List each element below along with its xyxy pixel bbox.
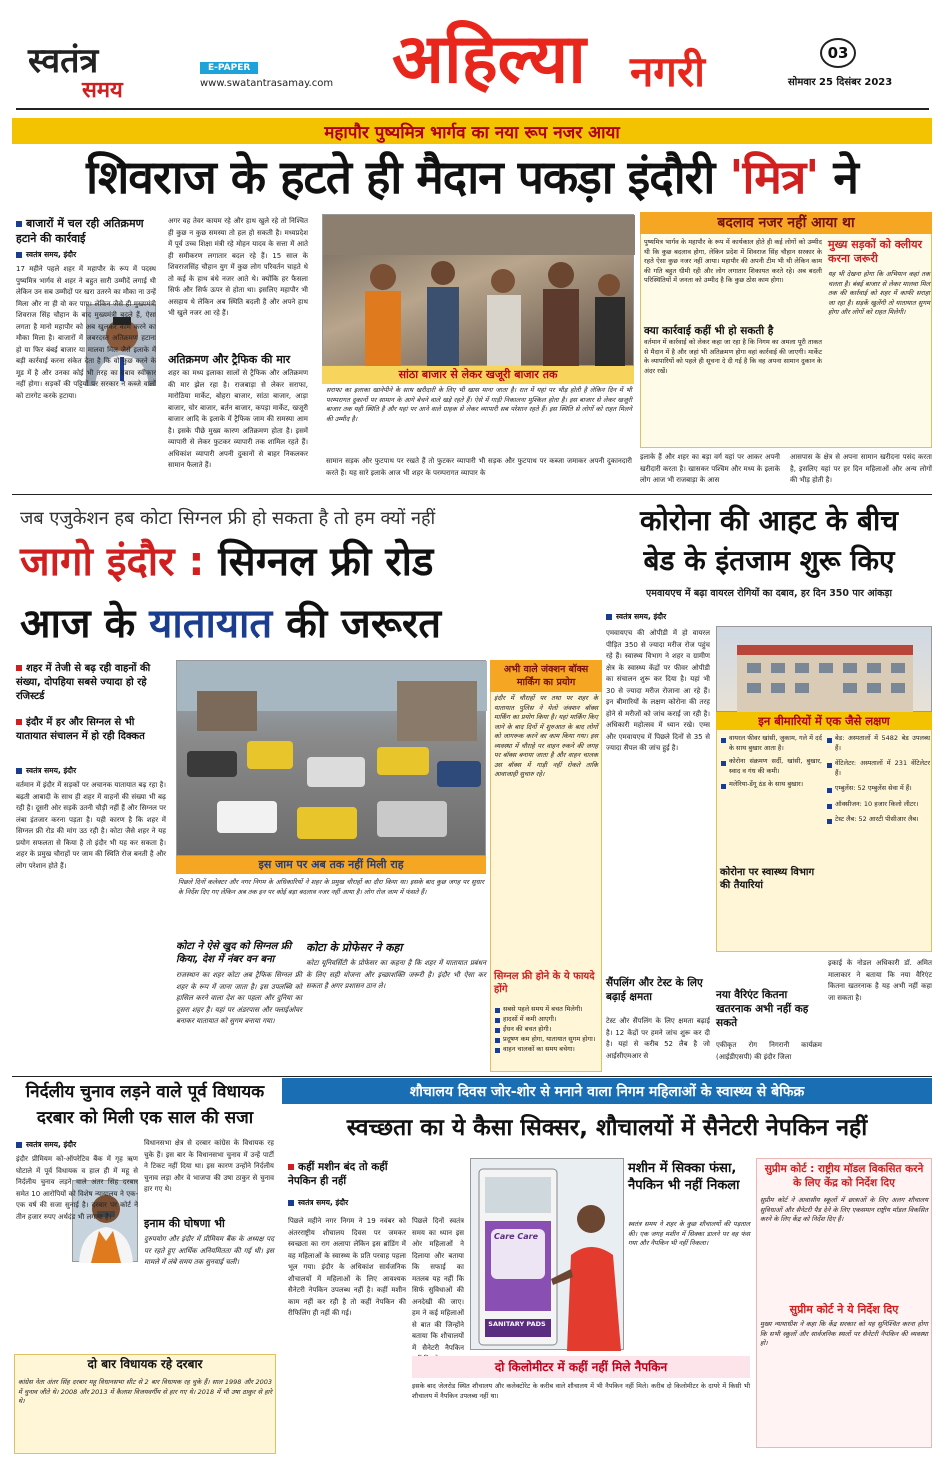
lead-subhead-1: बाजारों में चल रही अतिक्रमण हटाने की कार्रवाई [16,217,144,245]
signal-subhead-1: शहर में तेजी से बढ़ रही वाहनों की संख्या, दोपहिया सबसे ज्यादा हो रहे रजिस्टर्ड [16,663,151,702]
corona-subhead-2: सैंपलिंग और टेस्ट के लिए बढ़ाई क्षमता [606,977,703,1003]
lead-tail-left: इलाके हैं और शहर का बड़ा वर्ग यहां पर आकर अपनी खरीदारी करता है। खासकर पश्चिम और मध्य के इलाके लोग आज भी राजबाड़ा के आस [640,453,780,484]
junction-box-text: इंदौर में चौराहों पर तथा पर शहर के यातायात पुलिस ने येलो जंक्शन बॉक्स मार्किंग का प्रयोग किया है। यहां मार्किंग किए जाने के बाद दिनों में शुरुआत के बाद लोगों को जागरूक करने का काम किया गया। इस व्यवस्था में चौराहे पर वाहन रुकने की जगह पर बॉक्स बनाया जाता है और वाहन चालक उस बॉक्स में गाड़ी नहीं रोकते ताकि आवाजाही सुचारु रहे। [494,694,598,778]
signal-subhead-4: कोटा के प्रोफेसर ने कहा [306,941,403,954]
lead-headline-part-a: शिवराज के हटते ही मैदान पकड़ा इंदौरी [86,150,730,204]
junction-box-head: अभी वाले जंक्शन बॉक्स मार्किंग का प्रयोग [490,660,602,692]
preparedness-item: बेड: अस्पतालों में 5482 बेड उपलब्ध हैं। [826,734,930,753]
toilet-byline: स्वतंत्र समय, इंदौर [288,1198,348,1208]
signal-headline-part-a: जागो इंदौर : [20,539,219,585]
hospital-photo [716,626,932,712]
lead-subhead-2: अतिक्रमण और ट्रैफिक की मार [168,353,291,366]
corona-col2-text: टेस्ट और सैंपलिंग के लिए क्षमता बढ़ाई है। 12 केंद्रों पर हमने जांच शुरू कर दी है। यहां से करीब 52 लैब है जो आईसीएमआर से [606,1017,710,1060]
corona-headline-2: बेड के इंतजाम शुरू किए [643,544,895,577]
symptom-item: मलेरिया-डेंगू ठंड के साथ बुखार। [720,780,822,790]
crowd-scene-icon [323,215,635,367]
section-rule-1 [12,494,932,495]
lead-byline: स्वतंत्र समय, इंदौर [16,250,76,260]
bullet-icon [288,1164,294,1170]
bullet-icon [16,1142,22,1148]
signal-photo-text: पिछले दिनों कलेक्टर और नगर निगम के अधिकारियों ने शहर के प्रमुख चौराहों का दौरा किया था। इसके बाद कुछ जगह पर सुधार के निर्देश दिए गए लेकिन अब तक इन पर कोई बड़ा बदलाव नजर नहीं आया है। लोग रोज जाम में फंसते हैं। [178,878,484,896]
napkin-label: SANITARY PADS [488,1320,546,1328]
corona-headline-1: कोरोना की आहट के बीच [639,504,899,537]
election-headline-1: निर्दलीय चुनाव लड़ने वाले पूर्व विधायक [25,1082,265,1102]
toilet-subhead-2: मशीन में सिक्का फंसा, नैपकिन भी नहीं निकला [628,1161,740,1193]
benefit-item: वाहन चालकों का समय बचेगा। [494,1044,598,1054]
traffic-scene-icon [177,661,487,857]
toilet-photo-caption: दो किलोमीटर में कहीं नहीं मिले नैपकिन [412,1356,750,1378]
signal-kicker: जब एजुकेशन हब कोटा सिग्नल फ्री हो सकता है तो हम क्यों नहीं [20,508,436,529]
page-number: 03 [820,38,856,68]
junction-box-subhead: सिग्नल फ्री होने के ये फायदे होंगे [494,971,595,995]
lead-kicker: महापौर पुष्यमित्र भार्गव का नया रूप नजर आया [324,123,620,143]
lead-photo-text: सराफा का इलाका खानेपीने के साथ खरीदारी के लिए भी खास माना जाता है। रात में यहां पर भीड़ होती है लेकिन दिन में भी परम्परागत दुकानों पर सामान के आगे बेचने वाले खड़े रहते हैं। ऐसे में गाड़ी निकालना मुश्किल होता है। इस बाजार से लेकर खजूरी बाजार तक यही स्थिति है और यहां पर आने वाले ग्राहक से लेकर व्यापारी सब परेशान रहते हैं। इस स्थिति से लोगों को राहत मिलने की उम्मीद है। [326,386,632,423]
supreme-court-subhead: सुप्रीम कोर्ट ने ये निर्देश दिए [789,1303,899,1316]
bullet-icon [16,665,22,671]
masthead-rule [16,108,929,110]
lead-box-text: पुष्यमित्र भार्गव के महापौर के रूप में कार्यकाल होते ही कई लोगों को उम्मीद थी कि कुछ बदलाव होगा, लेकिन प्रदेश में शिवराज सिंह चौहान सरकार के रहते ऐसा कुछ नजर नहीं आया। महापौर की अपनी टीम भी थी लेकिन काम की गति बहुत धीमी रही और लोग लगातार शिकायत करते रहे। अब बदली परिस्थितियों में जनता को उम्मीद है कि कुछ ठोस काम होगा। [644,238,822,284]
bullet-icon [16,221,22,227]
bullet-icon [16,768,22,774]
bullet-icon [16,252,22,258]
signal-col4-text: कोटा यूनिवर्सिटी के प्रोफेसर का कहना है कि शहर में यातायात प्रबंधन के लिए सही योजना और इच्छाशक्ति जरूरी है। इंदौर भी ऐसा कर सकता है अगर प्रशासन ठान ले। [306,959,486,990]
title-sub: नगरी [630,47,706,96]
signal-subhead-3: कोटा ने ऐसे खुद को सिग्नल फ्री किया, देश में नंबर वन बना [176,941,292,965]
bullet-icon [288,1200,294,1206]
market-crowd-photo [322,214,634,366]
preparedness-list [826,734,930,948]
lead-col2-text: अगर वह तेवर कायम रहे और हाथ खुले रहे तो निश्चित ही कुछ न कुछ समस्या तो हल हो सकती है। मध्यप्रदेश में पूर्व उच्च शिक्षा मंत्री रहे मोहन यादव के सत्ता में आते ही समीकरण लगातार बदल रहे हैं। 15 साल के शिवराजसिंह चौहान युग में कुछ लोग परिवर्तन चाहते थे तो कई के हाथ बंधे नजर आते थे। क्योंकि हर फैसला सिर्फ और सिर्फ ऊपर से होता था। इसलिए महापौर भी असहाय थे लेकिन अब स्थिति बदली है और अपने हाथ भी खुले नजर आ रहे हैं। [168,217,308,317]
election-byline: स्वतंत्र समय, इंदौर [16,1140,76,1150]
signal-photo-caption: इस जाम पर अब तक नहीं मिली राह [176,856,486,874]
signal-byline: स्वतंत्र समय, इंदौर [16,766,76,776]
lead-col1-text: 17 महीने पहले शहर में महापौर के रूप में पदस्थ पुष्यमित्र भार्गव से शहर ने बहुत सारी उम्मीदें लगाई थी लेकिन उन सब उम्मीदों पर खरा उतरने का मौका ना उन्हें मिला और ना ही वो कर पाए। लेकिन जैसे ही मुख्यमंत्री शिवराज सिंह चौहान के बाद मुख्यमंत्री बदले हैं, ऐसा लगता है मानो महापौर को अब खुलकर काम करने का मौका मिला है। बाजारों में जबरदस्त अतिक्रमण हटाना हो या फिर बंबई बाजार या मालवा मिल जैसे इलाके में बड़ी कार्रवाई करना संकेत देता है कि वो कुछ करने के मूड में है और उनका कोई भी तरह का दबाव स्वीकार नहीं होगा। सड़कों की पट्टियों पर सरकार ने कब्जे वालों को टारगेट करके हटाया। [16,265,156,400]
toilet-headline: स्वच्छता का ये कैसा सिक्सर, शौचालयों में सैनेटरी नेपकिन नहीं [346,1115,868,1141]
toilet-photo-text: इसके बाद जेलरोड स्थित शौचालय और कलेक्टोरेट के करीब वाले शौचालय में भी नैपकिन नहीं मिले। करीब दो किलोमीटर के दायरे में किसी भी शौचालय में नैपकिन उपलब्ध नहीं था। [412,1382,750,1400]
bullet-icon [16,719,22,725]
issue-date: सोमवार 25 दिसंबर 2023 [788,77,893,88]
signal-col-text: वर्तमान में इंदौर में सड़कों पर अचानक यातायात बढ़ रहा है। बढ़ती आबादी के साथ ही शहर में वाहनों की संख्या भी बढ़ रही है। दूसरी ओर सड़कें उतनी चौड़ी नहीं हैं और सिग्नल पर लंबा इंतजार करना पड़ता है। यही कारण है कि शहर में सिग्नल फ्री रोड की मांग उठ रही है। कोटा जैसे शहर ने यह प्रयोग सफलता से किया है तो इंदौर भी यह कर सकता है। शहर के प्रमुख चौराहों पर जाम की स्थिति रोज बनती है और लोग परेशान होते हैं। [16,781,166,870]
toilet-col1-text: पिछले महीने नगर निगम ने 19 नवंबर को अंतरराष्ट्रीय शौचालय दिवस पर जमकर स्वच्छता का राग अलापा लेकिन इस ब्रांडिंग में वह महिलाओं के स्वास्थ्य के प्रति परवाह पहला भूल गया। इंदौर के अधिकांश सार्वजनिक शौचालयों में महिलाओं के लिए आवश्यक सैनेटरी नेपकिन उपलब्ध नहीं है। कहीं मशीन काम नहीं कर रही है तो कहीं नेपकिन की रीफिलिंग ही नहीं की गई। [288,1217,406,1317]
lead-headline-part-c: ने [818,150,858,204]
lead-headline-part-b: 'मित्र' [729,150,819,204]
supreme-court-head: सुप्रीम कोर्ट : राष्ट्रीय मॉडल विकसित करने के लिए केंद्र को निर्देश दिए [764,1163,924,1189]
signal-headline-part-b: सिग्नल फ्री रोड [218,539,434,585]
benefit-item: हादसों में कमी आएगी। [494,1014,598,1024]
signal-col3-text: राजस्थान का शहर कोटा अब ट्रैफिक सिग्नल फ्री शहर के रूप में जाना जाता है। इस उपलब्धि को हासिल करने वाला देश का पहला और दुनिया का दूसरा शहर है। यहां पर अंडरपास और फ्लाईओवर बनाकर यातायात को सुगम बनाया गया। [176,971,302,1025]
lead-box-head: बदलाव नजर नहीं आया था [640,212,932,234]
signal-headline-1 [20,534,600,590]
traffic-jam-photo [176,660,486,856]
title-main: अहिल्या [392,20,586,99]
symptom-item: कोरोना संक्रमण सर्दी, खांसी, बुखार, स्वाद व गंध की कमी। [720,757,822,776]
section-rule-2 [12,1076,932,1077]
lead-tail-right: आसपास के क्षेत्र से अपना सामान खरीदना पसंद करता है, इसलिए यहां पर हर दिन महिलाओं और अन्य लोगों की भीड़ होती है। [790,453,932,484]
corona-subhead-3: नया वैरिएंट कितना खतरनाक अभी नहीं कह सकते [716,989,809,1029]
symptom-item: वायरल फीवर खांसी, जुकाम, गले में दर्द के साथ बुखार आता है। [720,734,822,753]
napkin-brand: Care Care [493,1232,539,1241]
darbar-box-head: दो बार विधायक रहे दरबार [87,1357,203,1371]
lead-photo-tail: सामान सड़क और फुटपाथ पर रखते हैं तो फुटकर व्यापारी भी सड़क और फुटपाथ पर कब्जा जमाकर अपनी दुकानदारी करते हैं। यह सारे इलाके आज भी शहर के परम्परागत व्यापार के [326,457,632,477]
election-col2-text: विधानसभा क्षेत्र से दरबार कांग्रेस के विधायक रह चुके हैं। इस बार के विधानसभा चुनाव में उन्हें पार्टी ने टिकट नहीं दिया था। इस कारण उन्होंने निर्दलीय चुनाव लड़ा और वे भाजपा की उषा ठाकुर से चुनाव हार गए थे। [144,1139,274,1193]
lead-box-subhead: क्या कार्रवाई कहीं भी हो सकती है [644,325,774,337]
election-col1-text: इंदौर प्रीमियम को-ऑपरेटिव बैंक में गृह ऋण घोटाले में पूर्व विधायक व हाल ही में महू से निर्दलीय चुनाव लड़ने वाले अंतर सिंह दरबार समेत 10 आरोपियों को विशेष न्यायालय ने एक-एक वर्ष की सजा सुनाई है। दरबार पर कोर्ट ने तीन हजार रुपए अर्थदंड भी लगाया है। [16,1155,138,1221]
signal-headline-part-d: यातायात [149,601,273,647]
symptoms-box-head: इन बीमारियों में एक जैसे लक्षण [716,712,932,730]
election-headline-2: दरबार को मिली एक साल की सजा [36,1108,254,1128]
epaper-badge: E-PAPER [200,62,258,74]
benefit-item: ईंधन की बचत होगी। [494,1024,598,1034]
benefit-item: प्रदूषण कम होगा, यातायात सुगम होगा। [494,1034,598,1044]
election-subhead: इनाम की घोषणा भी [144,1217,225,1230]
signal-headline-2 [20,596,600,652]
signal-headline-part-c: आज के [20,601,150,647]
lead-box-right-text: यह भी देखना होगा कि अभियान कहां तक चलता है। बंबई बाजार से लेकर मालवा मिल तक की कार्रवाई को शहर में काफी सराहा जा रहा है। सड़कें खुलेंगी तो यातायात सुगम होगा और लोगों को राहत मिलेगी। [828,270,930,316]
hospital-building-icon [717,627,933,713]
preparedness-item: वेंटिलेटर: अस्पतालों में 231 वेंटिलेटर हैं। [826,759,930,778]
website-url[interactable]: www.swatantrasamay.com [200,78,334,89]
benefit-item: सबसे पहले समय में बचत मिलेगी। [494,1004,598,1014]
lead-box-right-head: मुख्य सड़कों को क्लीयर करना जरूरी [828,238,922,265]
masthead [0,0,945,112]
corona-col3-text: एकीकृत रोग निगरानी कार्यक्रम (आईडीएसपी) की इंदौर जिला [716,1041,822,1061]
logo-top: स्वतंत्र [28,41,99,81]
preparedness-item: एम्बुलेंस: 52 एम्बुलेंस सेवा में हैं। [826,784,930,794]
lead-headline [12,146,932,208]
signal-headline-part-e: की जरूरत [272,601,442,647]
toilet-kicker: शौचालय दिवस जोर-शोर से मनाने वाला निगम महिलाओं के स्वास्थ्य से बेफिक्र [409,1084,805,1100]
lead-photo-caption: सांठा बाजार से लेकर खजूरी बाजार तक [322,366,634,384]
corona-deck: एमवायएच में बढ़ा वायरल रोगियों का दबाव, हर दिन 350 पार आंकड़ा [646,588,892,599]
logo-bottom: समय [82,78,123,103]
benefits-list [494,1004,598,1070]
corona-byline: स्वतंत्र समय, इंदौर [606,612,666,622]
supreme-court-text-2: मुख्य न्यायाधीश ने कहा कि केंद्र सरकार को यह सुनिश्चित करना होगा कि सभी स्कूलों और सार्वजनिक स्थलों पर सैनेटरी नैपकिन की व्यवस्था हो। [760,1320,928,1347]
lead-col2b-text: शहर का मध्य इलाका सालों से ट्रैफिक और अतिक्रमण की मार झेल रहा है। राजबाड़ा से लेकर सराफा, मारोठिया मार्केट, बोहरा बाजार, सांठा बाजार, आड़ा बाजार, चोर बाजार, बर्तन बाजार, कपड़ा मार्केट, खजूरी बाजार आदि के इलाके में ट्रैफिक जाम की समस्या आम है। इसके पीछे मुख्य कारण अतिक्रमण होता है। इसमें व्यापारी से लेकर फुटकर व्यापारी तक शामिल रहते हैं। अधिकांश व्यापारी अपनी दुकानों से बाहर निकलकर सामान फैलाते हैं। [168,369,308,469]
lead-box-text-2: वर्तमान में कार्रवाई को लेकर कहा जा रहा है कि निगम का अमला पूरी ताकत से मैदान में है और जहां भी अतिक्रमण होगा वहां कार्रवाई की जाएगी। मार्केट के व्यापारियों को पहले ही सूचना दे दी गई है कि वह अपना सामान दुकान के अंदर रखें। [644,338,822,375]
preparedness-item: टेस्ट लैब: 52 आरटी पीसीआर लैब। [826,815,930,825]
bullet-icon [606,614,612,620]
darbar-box-text: कांग्रेस नेता अंतर सिंह दरबार महू विधानसभा सीट से 2 बार विधायक रह चुके हैं। साल 1998 और 2003 में चुनाव जीते थे। 2008 और 2013 में कैलाश विजयवर्गीय से हार गए थे। 2018 में भी उषा ठाकुर से हारे थे। [18,1378,272,1405]
election-col3-text: दुरुपयोग और इंदौर में प्रीमियम बैंक के अध्यक्ष पद पर रहते हुए आर्थिक अनियमितता की गई थी। इस मामले में लंबे समय तक सुनवाई चली। [144,1235,274,1266]
corona-col1-text: एमवायएच की ओपीडी में हो वायरल पीड़ित 350 से ज्यादा मरीज रोज पहुंच रहे हैं। स्वास्थ्य विभाग ने शहर व ग्रामीण क्षेत्र के स्वास्थ्य केंद्रों पर फीवर ओपीडी का संचालन शुरू कर दिया है। यहां भी 30 से ज्यादा मरीज रोजाना आ रहे हैं। इन बीमारियों के लक्षण कोरोना की तरह होने से मरीजों को जांच कराई जा रही है। अधिकारी महोत्सव में ध्यान रखे। एम्स और एमवायएच में पिछले दिनों से 35 से ज्यादा सैंपल की जांच हुई है। [606,629,710,752]
supreme-court-text: सुप्रीम कोर्ट ने आवासीय स्कूलों में छात्राओं के लिए अलग शौचालय सुविधाओं और सैनेटरी पैड देने के लिए एकसमान राष्ट्रीय मॉडल विकसित करने के लिए केंद्र को निर्देश दिए हैं। [760,1196,928,1223]
toilet-subhead-1: कहीं मशीन बंद तो कहीं नेपकिन ही नहीं [288,1161,388,1187]
toilet-col2-text: पिछले दिनों स्वतंत्र समय का ध्यान इस ओर महिलाओं ने दिलाया और बताया कि सफाई का मतलब यह नहीं कि सिर्फ सुविधाओं की अनदेखी की जाए। हम ने कई महिलाओं से बात की जिन्होंने बताया कि शौचालयों में सैनेटरी नैपकिन [412,1217,464,1352]
signal-subhead-2: इंदौर में हर और सिग्नल से भी यातायात संचालन में हो रही दिक्कत [16,717,145,742]
preparedness-item: ऑक्सीजन: 10 हजार किलो लीटर। [826,800,930,810]
symptoms-list [720,734,822,866]
symptoms-box-subhead: कोरोना पर स्वास्थ्य विभाग की तैयारियां [720,867,815,891]
corona-col4-text: इकाई के नोडल अधिकारी डॉ. अमित मालाकार ने बताया कि नया वैरिएंट कितना खतरनाक है यह अभी नहीं कहा जा सकता है। [828,959,932,1002]
toilet-col3-text: स्वतंत्र समय ने शहर के कुछ शौचालयों की पड़ताल की। एक जगह मशीन में सिक्का डालने पर वह फंस गया और नैपकिन भी नहीं निकला। [628,1220,750,1247]
